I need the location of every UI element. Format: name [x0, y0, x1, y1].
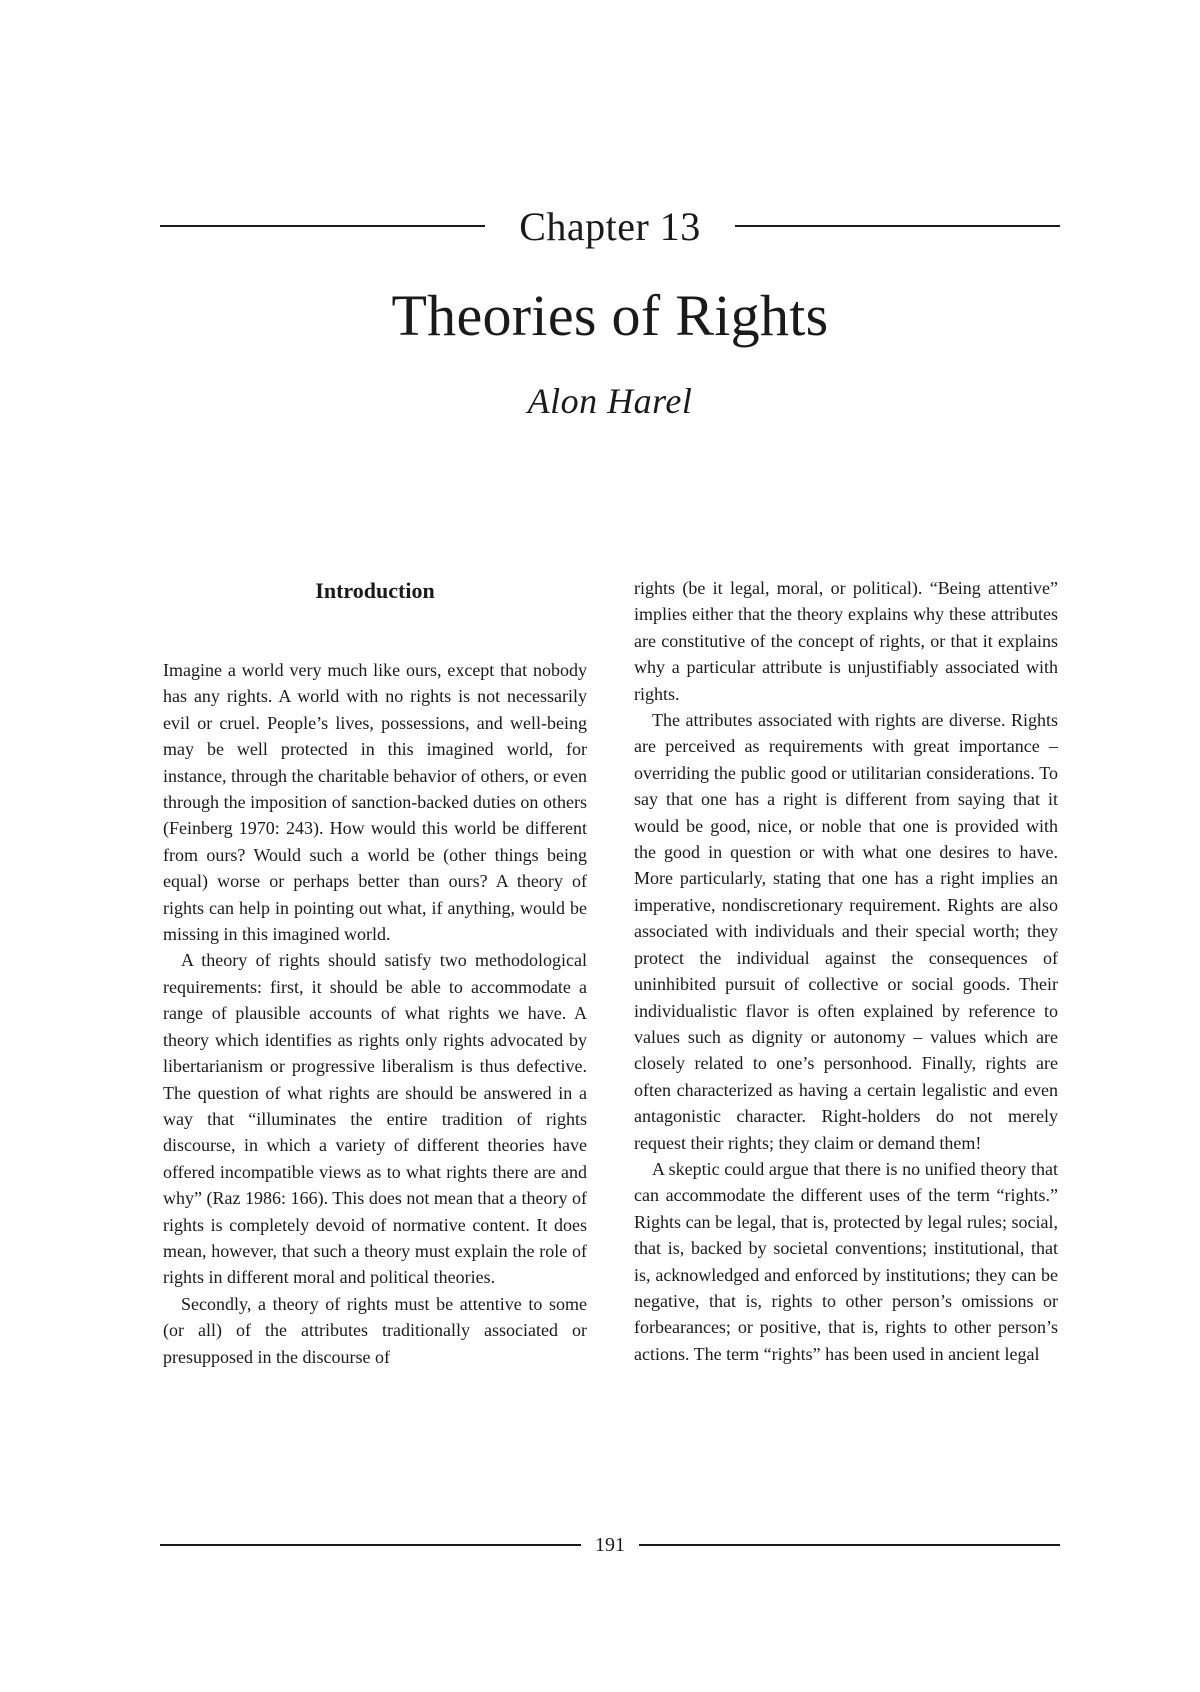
section-heading-introduction: Introduction: [315, 578, 435, 603]
paragraph: The attributes associated with rights are diverse. Rights are perceived as requirements with great importance – overriding the public good or utilitarian considerations. To say that one has a right is different from saying that it would be good, nice, or noble that one is provided with the good in question or with what one desires to have. More particularly, stating that one has a right implies an imperative, nondiscretionary requirement. Rights are also associated with individuals and their special worth; they protect the individual against the consequences of uninhibited pursuit of collective or social goods. Their individualistic flavor is often explained by reference to values such as dignity or autonomy – values which are closely related to one’s personhood. Finally, rights are often characterized as having a certain legalistic and even antagonistic character. Right-holders do not merely request their rights; they claim or demand them!: [634, 710, 1058, 1153]
paragraph: Imagine a world very much like ours, except that nobody has any rights. A world with no rights is not necessarily evil or cruel. People’s lives, possessions, and well-being may be well protected in this imagined world, for instance, through the charitable behavior of others, or even through the imposition of sanction-backed duties on others (Feinberg 1970: 243). How would this world be different from ours? Would such a world be (other things being equal) worse or perhaps better than ours? A theory of rights can help in pointing out what, if anything, would be missing in this imagined world.: [163, 660, 587, 945]
left-column: [163, 657, 587, 1370]
paragraph: rights (be it legal, moral, or political). “Being attentive” implies either that the theory explains why these attributes are constitutive of the concept of rights, or that it explains why a particular attribute is unjustifiably associated with rights.: [634, 578, 1058, 704]
paragraph: Secondly, a theory of rights must be attentive to some (or all) of the attributes traditionally associated or presupposed in the discourse of: [163, 1293, 587, 1367]
chapter-heading-row: [160, 198, 1060, 254]
paragraph: A theory of rights should satisfy two methodological requirements: first, it should be able to accommodate a range of plausible accounts of what rights we have. A theory which identifies as rights only rights advocated by libertarianism or progressive liberalism is thus defective. The question of what rights are should be answered in a way that “illuminates the entire tradition of rights discourse, in which a variety of different theories have offered incompatible views as to what rights there are and why” (Raz 1986: 166). This does not mean that a theory of rights is completely devoid of normative content. It does mean, however, that such a theory must explain the role of rights in different moral and political theories.: [163, 950, 587, 1288]
right-column: [634, 575, 1058, 1367]
footer-rule-left: [160, 1544, 581, 1546]
chapter-rule-right: [735, 225, 1060, 227]
page-number: 191: [595, 1533, 625, 1556]
chapter-label: Chapter 13: [519, 203, 701, 249]
chapter-author: Alon Harel: [527, 381, 693, 421]
paragraph: A skeptic could argue that there is no unified theory that can accommodate the different uses of the term “rights.” Rights can be legal, that is, protected by legal rules; social, that is, backed by societal conventions; institutional, that is, acknowledged and enforced by institutions; they can be negative, that is, rights to other person’s omissions or forbearances; or positive, that is, rights to other person’s actions. The term “rights” has been used in ancient legal: [634, 1158, 1058, 1364]
chapter-rule-left: [160, 225, 485, 227]
footer-row: [160, 1530, 1060, 1560]
chapter-title: Theories of Rights: [391, 283, 829, 348]
footer-rule-right: [639, 1544, 1060, 1546]
